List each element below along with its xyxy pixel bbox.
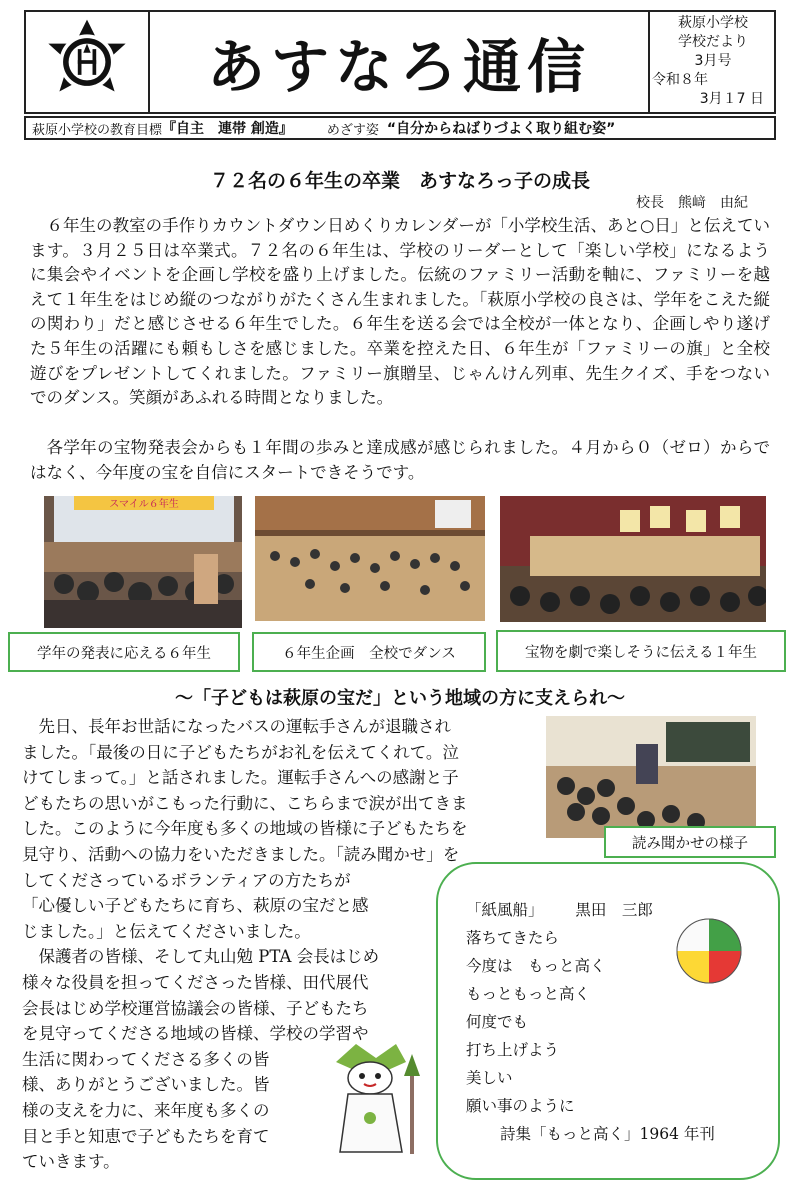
- poem-title: 「紙風船」: [466, 901, 544, 919]
- article2-line: じました。」と伝えてくださいました。: [22, 921, 311, 941]
- photo-school-dance: [255, 496, 485, 621]
- article1-paragraph-1: ６年生の教室の手作りカウントダウン日めくりカレンダーが「小学校生活、あと○日」と伝えています。３月２５日は卒業式。７２名の６年生は、学校のリーダーとして「楽しい学校」になるように集会やイベントを企画し学校を盛り上げました。伝統のファミリー活動を軸に、ファミリーを越えて１年生をはじめ縦のつながりがたくさん生まれました。「萩原小学校の良さは、学年をこえた縦の関わり」だと感じさせる６年生でした。６年生を送る会では全校が一体となり、企画しやり遂げた５年生の活躍にも頼もしさを感じました。卒業を控えた日、６年生が「ファミリーの旗」と全校遊びをプレゼントしてくれました。ファミリー旗贈呈、じゃんけん列車、先生クイズ、手をつないでのダンス。笑顔があふれる時間となりました。: [30, 216, 770, 408]
- article2-line: 会長はじめ学校運営協議会の皆様、子どもたち: [22, 998, 369, 1018]
- caption-story-reading: 読み聞かせの様子: [604, 826, 776, 858]
- issue-date: 3月１7 日: [699, 91, 764, 107]
- article2-line: どもたちの思いがこもった行動に、こちらまで涙が出てきま: [22, 793, 468, 813]
- poem-line: 落ちてきたら: [466, 929, 559, 947]
- article2-headline: ～「子どもは萩原の宝だ」という地域の方に支えられ～: [175, 688, 625, 709]
- issue-year: 令和８年: [652, 72, 708, 88]
- poem-line: もっともっと高く: [466, 985, 591, 1003]
- article2-line: 様の支えを力に、来年度も多くの: [22, 1100, 270, 1120]
- article2-line: 見守り、活動への協力をいただきました。「読み聞かせ」を: [22, 844, 460, 864]
- poem-line: 打ち上げよう: [466, 1041, 560, 1059]
- article2-line: ました。「最後の日に子どもたちがお礼を伝えてくれて。泣: [22, 742, 459, 762]
- school-emblem-icon: [41, 16, 133, 108]
- caption-first-grade: 宝物を劇で楽しそうに伝える１年生: [496, 630, 786, 672]
- article1-headline: ７２名の６年生の卒業 あすなろっ子の成長: [209, 170, 590, 192]
- poem-line: 今度は もっと高く: [466, 957, 606, 975]
- photo-story-reading: [546, 716, 756, 838]
- goal-text: 『自主 連帯 創造』: [162, 121, 293, 137]
- article2-line: 様、ありがとうございました。皆: [22, 1075, 270, 1095]
- article2-line: した。このように今年度も多くの地域の皆様に子どもたちを: [22, 819, 468, 839]
- article2-line: 目と手と知恵で子どもたちを育て: [22, 1126, 270, 1146]
- mascot-icon: [326, 1040, 430, 1160]
- poem-source: 詩集「もっと高く」1964 年刊: [500, 1125, 715, 1143]
- poem-line: 願い事のように: [466, 1097, 575, 1115]
- article2-line: を見守ってくださる地域の皆様、学校の学習や: [22, 1024, 369, 1044]
- poem-author: 黒田 三郎: [575, 901, 653, 919]
- paper-balloon-icon: [674, 916, 744, 986]
- article2-line: 「心優しい子どもたちに育ち、萩原の宝だと感: [22, 896, 369, 916]
- article2-line: 先日、長年お世話になったバスの運転手さんが退職され: [22, 717, 451, 736]
- article2-line: けてしまって。」と話されました。運転手さんへの感謝と子: [22, 768, 459, 788]
- poem-line: 美しい: [466, 1069, 513, 1087]
- issue-info: [652, 14, 774, 109]
- photo-banner-text: スマイル６年生: [109, 499, 179, 510]
- issue-number: 3月号: [694, 53, 732, 69]
- goal-label: 萩原小学校の教育目標: [32, 122, 163, 138]
- article2-line: 保護者の皆様、そして丸山勉 PTA 会長はじめ: [22, 947, 380, 967]
- newsletter-title: あすなろ通信: [206, 33, 591, 101]
- article2-line: 様々な役員を担ってくださった皆様、田代展代: [22, 972, 369, 992]
- poem-line: 何度でも: [466, 1013, 529, 1031]
- photo-first-grade-play: [500, 496, 766, 622]
- paper-balloon-illustration: [674, 916, 744, 986]
- school-emblem: [26, 12, 150, 112]
- article1-paragraph-2: 各学年の宝物発表会からも１年間の歩みと達成感が感じられました。４月から０（ゼロ）からではなく、今年度の宝を自信にスタートできそうです。: [30, 438, 770, 482]
- newsletter-header: [24, 10, 776, 114]
- newsletter-type: 学校だより: [678, 34, 748, 50]
- article2-line: してくださっているボランティアの方たちが: [22, 870, 351, 890]
- mascot-illustration: [326, 1040, 430, 1160]
- aim-label: めざす姿: [326, 122, 379, 138]
- article2-line: 生活に関わってくださる多くの皆: [22, 1049, 270, 1069]
- article1-author: 校長 熊﨑 由紀: [636, 195, 748, 211]
- caption-school-dance: ６年生企画 全校でダンス: [252, 632, 486, 672]
- school-name: 萩原小学校: [678, 15, 748, 31]
- caption-sixth-grade: 学年の発表に応える６年生: [8, 632, 240, 672]
- education-goal-bar: [24, 116, 776, 140]
- aim-text: “自分からねばりづよく取り組む姿”: [386, 121, 616, 137]
- photo-sixth-grade: [44, 496, 242, 628]
- article2-line: ていきます。: [22, 1152, 120, 1172]
